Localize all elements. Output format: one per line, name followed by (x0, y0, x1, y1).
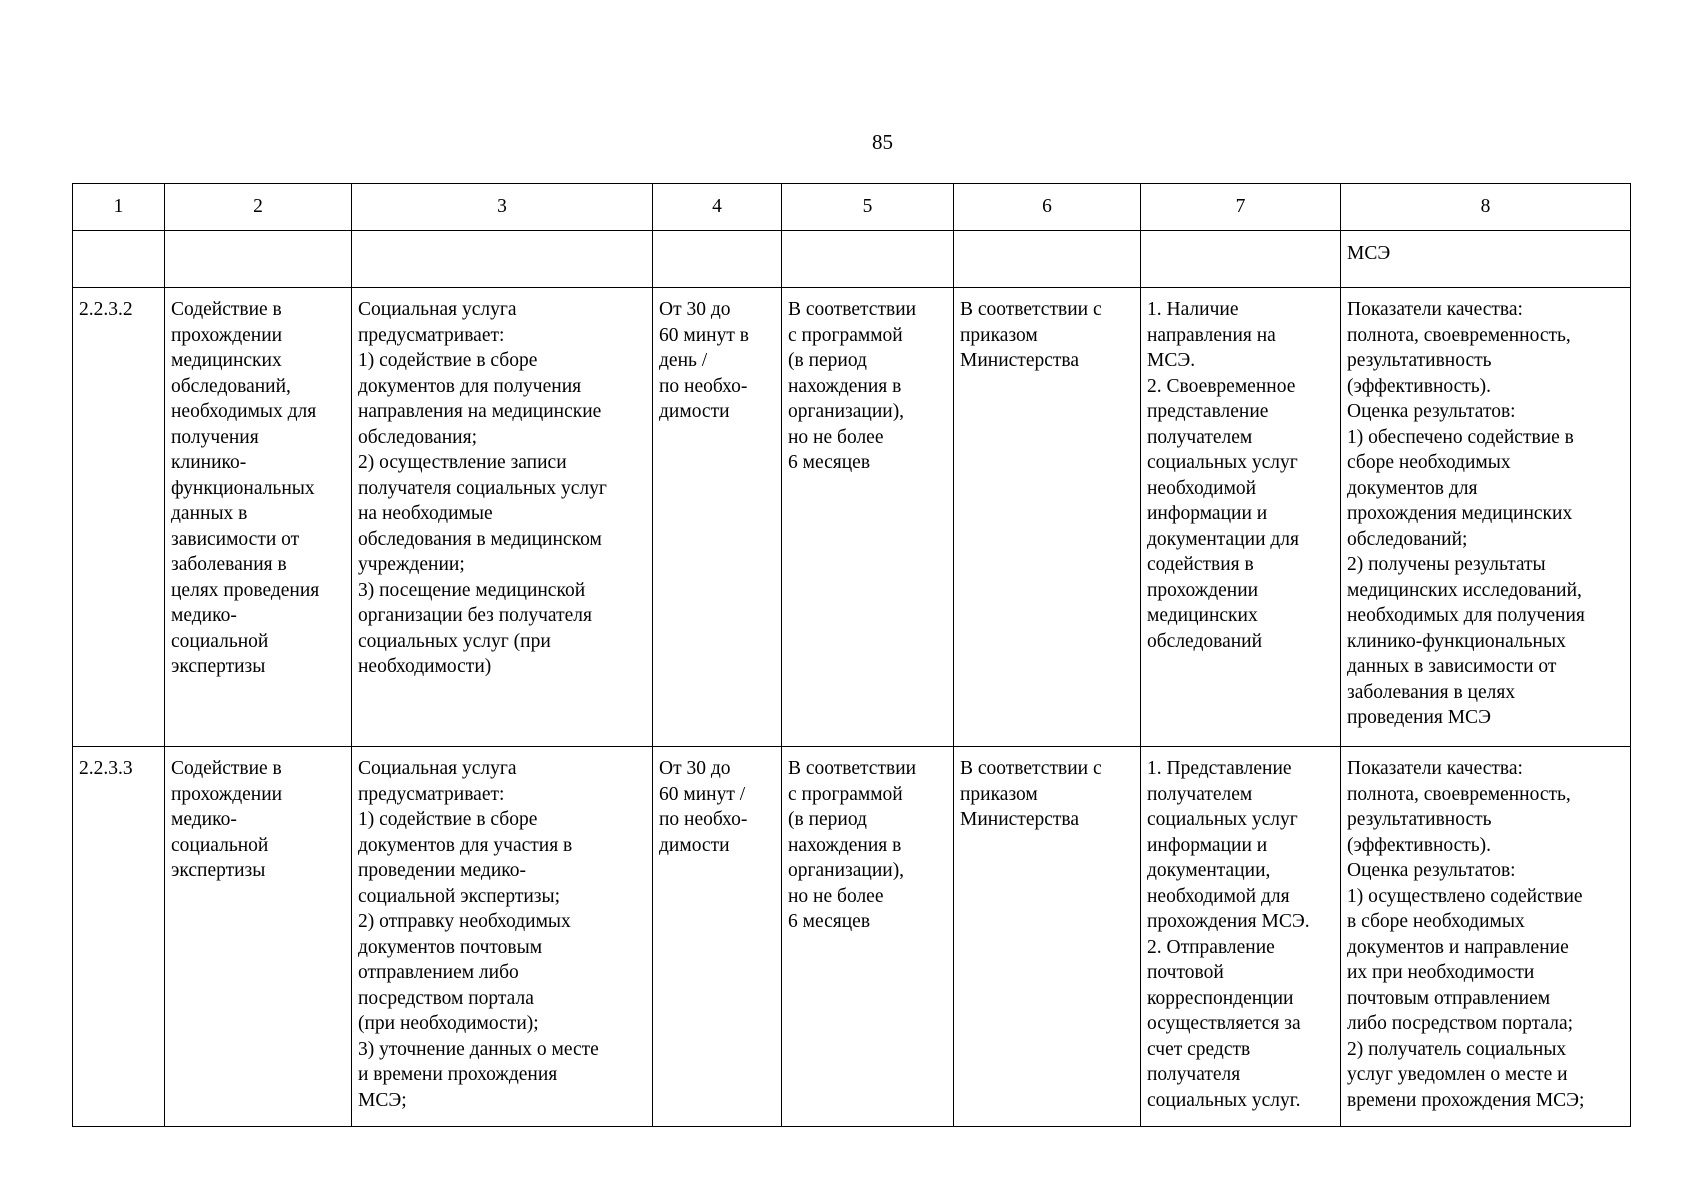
service-description: Социальная услуга предусматривает: 1) содействие в сборе документов для участия в проведении медико- социальной экспертизы; 2) отправку необходимых документов почтовым отправлением либо посредством портала (при необходимости); 3) уточнение данных о месте и времени прохождения МСЭ; (352, 747, 653, 1127)
service-code: 2.2.3.2 (73, 288, 165, 747)
column-number-8: 8 (1341, 184, 1631, 231)
service-name: Содействие в прохождении медицинских обследований, необходимых для получения клинико- функциональных данных в зависимости от заболевания в целях проведения медико- социальной экспертизы (165, 288, 352, 747)
table-header-row (73, 184, 1631, 231)
continuation-cell-2 (165, 231, 352, 288)
table-row (73, 747, 1631, 1127)
column-number-6: 6 (954, 184, 1141, 231)
service-name: Содействие в прохождении медико- социальной экспертизы (165, 747, 352, 1127)
continuation-cell-8: МСЭ (1341, 231, 1631, 288)
service-conditions: 1. Наличие направления на МСЭ. 2. Своевременное представление получателем социальных услуг необходимой информации и документации для содействия в прохождении медицинских обследований (1141, 288, 1341, 747)
continuation-row (73, 231, 1631, 288)
continuation-cell-3 (352, 231, 653, 288)
service-quality: Показатели качества: полнота, своевременность, результативность (эффективность). Оценка результатов: 1) обеспечено содействие в сборе необходимых документов для прохождения медицинских обследований; 2) получены результаты медицинских исследований, необходимых для получения клинико-функциональных данных в зависимости от заболевания в целях проведения МСЭ (1341, 288, 1631, 747)
continuation-cell-7 (1141, 231, 1341, 288)
table-row (73, 288, 1631, 747)
column-number-7: 7 (1141, 184, 1341, 231)
column-number-3: 3 (352, 184, 653, 231)
service-duration: От 30 до 60 минут в день / по необхо- димости (653, 288, 782, 747)
continuation-cell-1 (73, 231, 165, 288)
service-code: 2.2.3.3 (73, 747, 165, 1127)
column-number-2: 2 (165, 184, 352, 231)
continuation-cell-4 (653, 231, 782, 288)
column-number-4: 4 (653, 184, 782, 231)
service-tariff: В соответствии с приказом Министерства (954, 288, 1141, 747)
service-duration: От 30 до 60 минут / по необхо- димости (653, 747, 782, 1127)
service-description: Социальная услуга предусматривает: 1) содействие в сборе документов для получения направления на медицинские обследования; 2) осуществление записи получателя социальных услуг на необходимые обследования в медицинском учреждении; 3) посещение медицинской организации без получателя социальных услуг (при необходимости) (352, 288, 653, 747)
column-number-5: 5 (782, 184, 954, 231)
service-term: В соответствии с программой (в период нахождения в организации), но не более 6 месяцев (782, 288, 954, 747)
page-number: 85 (872, 130, 893, 154)
continuation-cell-6 (954, 231, 1141, 288)
column-number-1: 1 (73, 184, 165, 231)
continuation-cell-5 (782, 231, 954, 288)
service-quality: Показатели качества: полнота, своевременность, результативность (эффективность). Оценка результатов: 1) осуществлено содействие в сборе необходимых документов и направление их при необходимости почтовым отправлением либо посредством портала; 2) получатель социальных услуг уведомлен о месте и времени прохождения МСЭ; (1341, 747, 1631, 1127)
service-tariff: В соответствии с приказом Министерства (954, 747, 1141, 1127)
service-conditions: 1. Представление получателем социальных услуг информации и документации, необходимой для прохождения МСЭ. 2. Отправление почтовой корреспонденции осуществляется за счет средств получателя социальных услуг. (1141, 747, 1341, 1127)
services-table (72, 183, 1631, 1127)
service-term: В соответствии с программой (в период нахождения в организации), но не более 6 месяцев (782, 747, 954, 1127)
